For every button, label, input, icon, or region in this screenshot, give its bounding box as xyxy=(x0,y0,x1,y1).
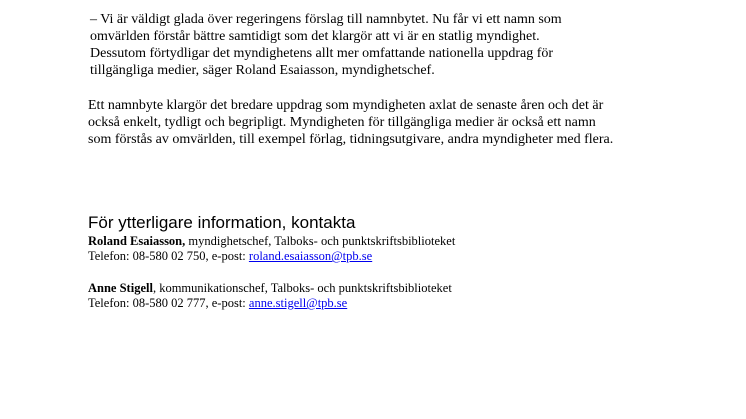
text-line: omvärlden förstår bättre samtidigt som det klargör att vi är en statlig myndighet. xyxy=(90,29,540,44)
text-line: som förstås av omvärlden, till exempel förlag, tidningsutgivare, andra myndigheter med flera. xyxy=(88,132,614,147)
text-line: Ett namnbyte klargör det bredare uppdrag som myndigheten axlat de senaste åren och det är xyxy=(88,98,604,113)
body-paragraph xyxy=(88,97,613,148)
contact-block-roland xyxy=(88,234,455,264)
email-link[interactable]: roland.esaiasson@tpb.se xyxy=(248,249,373,263)
text-line: också enkelt, tydligt och begripligt. Myndigheten för tillgängliga medier är också ett namn xyxy=(88,115,596,130)
contact-block-anne xyxy=(88,281,452,311)
contact-phone-line xyxy=(88,249,455,264)
contact-name: Roland Esaiasson, xyxy=(88,234,186,248)
contact-role: myndighetschef, Talboks- och punktskriftsbiblioteket xyxy=(185,234,456,248)
email-link[interactable]: anne.stigell@tpb.se xyxy=(248,296,348,310)
text-line: – Vi är väldigt glada över regeringens förslag till namnbytet. Nu får vi ett namn som xyxy=(90,12,562,27)
contact-role: , kommunikationschef, Talboks- och punktskriftsbiblioteket xyxy=(152,281,452,295)
contact-phone: Telefon: 08-580 02 777, e-post: xyxy=(88,296,249,310)
contact-name-line xyxy=(88,281,452,296)
contact-name-line xyxy=(88,234,455,249)
text-line: Dessutom förtydligar det myndighetens allt mer omfattande nationella uppdrag för xyxy=(90,46,554,61)
quote-paragraph xyxy=(90,11,562,79)
contact-name: Anne Stigell xyxy=(88,281,153,295)
text-line: tillgängliga medier, säger Roland Esaiasson, myndighetschef. xyxy=(90,63,435,78)
contact-heading: För ytterligare information, kontakta xyxy=(88,213,356,232)
contact-phone-line xyxy=(88,296,452,311)
contact-phone: Telefon: 08-580 02 750, e-post: xyxy=(88,249,249,263)
